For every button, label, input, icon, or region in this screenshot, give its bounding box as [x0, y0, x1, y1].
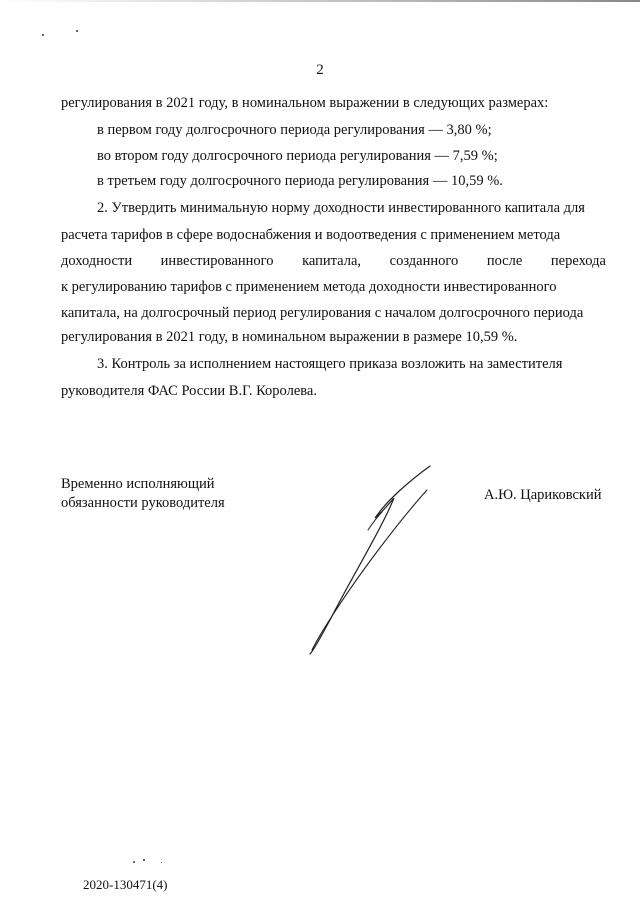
paragraph-2-line-3: [61, 252, 606, 270]
scan-speck: [161, 862, 162, 863]
page-top-edge: [0, 0, 640, 2]
word: после: [486, 253, 523, 269]
word: перехода: [550, 253, 606, 269]
signer-name: А.Ю. Цариковский: [484, 487, 602, 503]
word: капитала,: [302, 253, 362, 269]
signer-position: [61, 475, 225, 513]
scan-speck: [42, 34, 44, 36]
scan-speck: [143, 859, 145, 861]
list-item-1: в первом году долгосрочного периода регулирования — 3,80 %;: [97, 122, 492, 138]
scan-speck: [133, 861, 135, 863]
paragraph-2-line-6: регулирования в 2021 году, в номинальном выражении в размере 10,59 %.: [61, 329, 518, 345]
handwritten-signature: [290, 460, 440, 660]
document-number: 2020-130471(4): [83, 877, 168, 892]
scan-speck: [76, 30, 78, 32]
signer-position-line-1: Временно исполняющий: [61, 476, 215, 492]
paragraph-2-line-1: 2. Утвердить минимальную норму доходности инвестированного капитала для: [97, 200, 585, 216]
signer-position-line-2: обязанности руководителя: [61, 495, 225, 511]
list-item-3: в третьем году долгосрочного периода регулирования — 10,59 %.: [97, 173, 503, 189]
list-item-2: во втором году долгосрочного периода регулирования — 7,59 %;: [97, 148, 498, 164]
paragraph-2-line-5: капитала, на долгосрочный период регулирования с началом долгосрочного периода: [61, 305, 584, 321]
paragraph-1-line-1: регулирования в 2021 году, в номинальном выражении в следующих размерах:: [61, 95, 549, 111]
paragraph-3-line-1: 3. Контроль за исполнением настоящего приказа возложить на заместителя: [97, 356, 563, 372]
paragraph-3-line-2: руководителя ФАС России В.Г. Королева.: [61, 383, 317, 399]
paragraph-2-line-4: к регулированию тарифов с применением метода доходности инвестированного: [61, 279, 557, 295]
paragraph-2-line-2: расчета тарифов в сфере водоснабжения и водоотведения с применением метода: [61, 227, 561, 243]
word: инвестированного: [160, 253, 274, 269]
word: созданного: [389, 253, 459, 269]
page-number: 2: [316, 62, 324, 78]
word: доходности: [61, 253, 133, 269]
